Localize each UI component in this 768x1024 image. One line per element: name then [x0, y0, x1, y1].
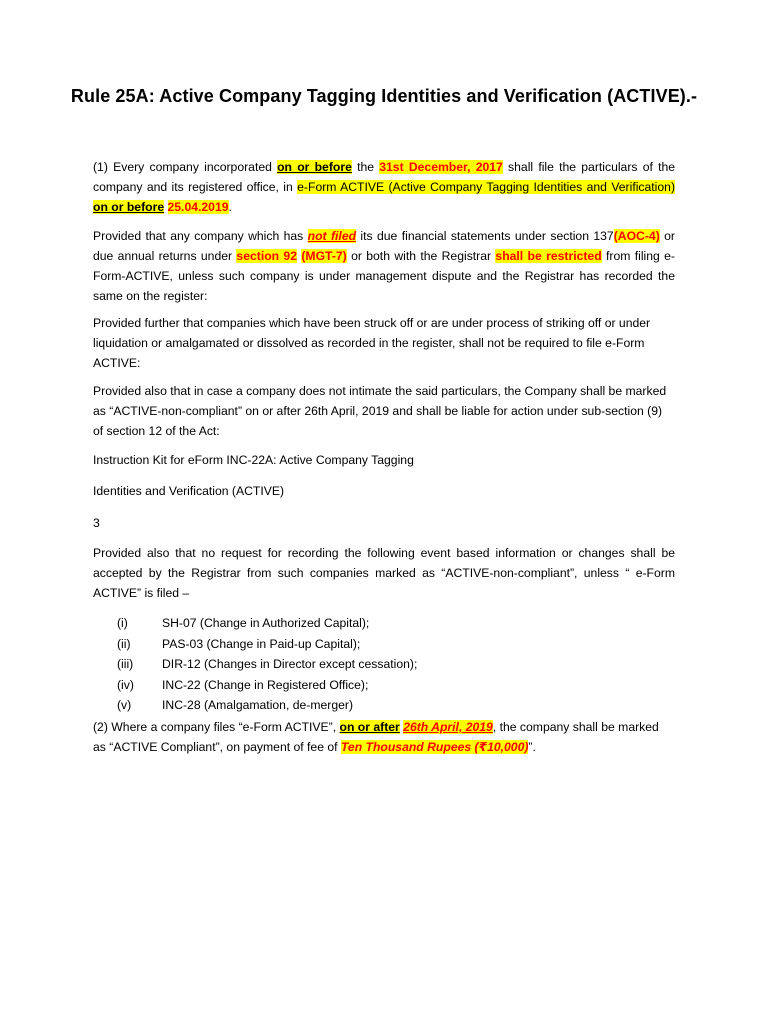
paragraph-5: Instruction Kit for eForm INC-22A: Active Company Tagging [93, 453, 414, 467]
document-title: Rule 25A: Active Company Tagging Identities and Verification (ACTIVE).- [70, 86, 698, 106]
list-item [117, 675, 677, 696]
highlight-date-2017: 31st December, 2017 [379, 160, 503, 174]
list-item-number: (iv) [117, 677, 134, 692]
paragraph-3: Provided further that companies which have been struck off or are under process of striking off or under liquidation or amalgamated or dissolved as recorded in the register, shall not be required to file e-Form ACTIVE: [93, 316, 651, 370]
highlight-date-2019: 25.04.2019 [167, 200, 229, 214]
list-item-text: DIR-12 (Changes in Director except cessation); [162, 657, 418, 671]
page-number: 3 [93, 516, 100, 530]
list-item [117, 654, 677, 675]
paragraph-8: Provided also that no request for recording the following event based information or changes shall be accepted by the Registrar from such companies marked as “ACTIVE-non-compliant”, unless “ e-Form ACTIVE” is filed – [93, 546, 675, 600]
highlight-aoc-4: (AOC-4) [613, 229, 660, 243]
text: (1) Every company incorporated [93, 160, 278, 174]
list-item-text: PAS-03 (Change in Paid-up Capital); [162, 636, 361, 651]
list-item [117, 613, 677, 634]
paragraph-1 [93, 157, 675, 217]
list-item-text: INC-28 (Amalgamation, de-merger) [162, 698, 354, 712]
highlight-shall-be-restricted: shall be restricted [495, 249, 602, 263]
list-item-number: (v) [117, 698, 132, 712]
highlight-not-filed: not filed [307, 229, 357, 243]
highlight-on-or-before: on or before [277, 160, 352, 174]
text: , the company shall be marked as “ACTIVE Compliant”, on payment of fee of [93, 720, 659, 754]
text: shall file the particulars of the company and its registered office, in [93, 160, 676, 194]
text: (2) Where a company files “e-Form ACTIVE”, [93, 720, 340, 734]
highlight-on-or-after: on or after [339, 720, 400, 734]
highlight-on-or-before-2: on or before [93, 200, 165, 214]
list-item-number: (ii) [117, 636, 131, 651]
list-item-text: SH-07 (Change in Authorized Capital); [162, 616, 370, 630]
paragraph-2 [93, 226, 675, 306]
list-item-text: INC-22 (Change in Registered Office); [162, 677, 369, 692]
paragraph-6: Identities and Verification (ACTIVE) [93, 484, 285, 498]
highlight-section-92: section 92 [236, 249, 297, 263]
text: or due annual returns under [93, 229, 675, 263]
list-item-number: (i) [117, 616, 128, 630]
highlight-eform-active: e-Form ACTIVE (Active Company Tagging Identities and Verification) [297, 180, 675, 194]
text: or both with the Registrar [346, 249, 496, 263]
text: . [228, 200, 232, 214]
paragraph-4: Provided also that in case a company does not intimate the said particulars, the Company shall be marked as “ACTIVE-non-compliant” on or after 26th April, 2019 and shall be liable for action under sub-section (9) of section 12 of the Act: [93, 384, 667, 438]
paragraph-9 [93, 717, 675, 757]
list-item [117, 634, 677, 655]
highlight-date-april-2019: 26th April, 2019 [403, 720, 493, 734]
highlight-fee: Ten Thousand Rupees (₹10,000) [340, 740, 529, 754]
text: ”. [528, 740, 536, 754]
text [164, 200, 167, 214]
highlight-mgt-7: (MGT-7) [301, 249, 347, 263]
list-item-number: (iii) [117, 657, 134, 671]
form-list [117, 613, 677, 716]
text: from filing e-Form-ACTIVE, unless such company is under management dispute and the Registrar has recorded the same on the register: [93, 249, 675, 303]
text: Provided that any company which has [93, 229, 308, 243]
text: the [351, 160, 380, 174]
text: its due financial statements under section 137 [356, 229, 614, 243]
list-item [117, 695, 677, 716]
